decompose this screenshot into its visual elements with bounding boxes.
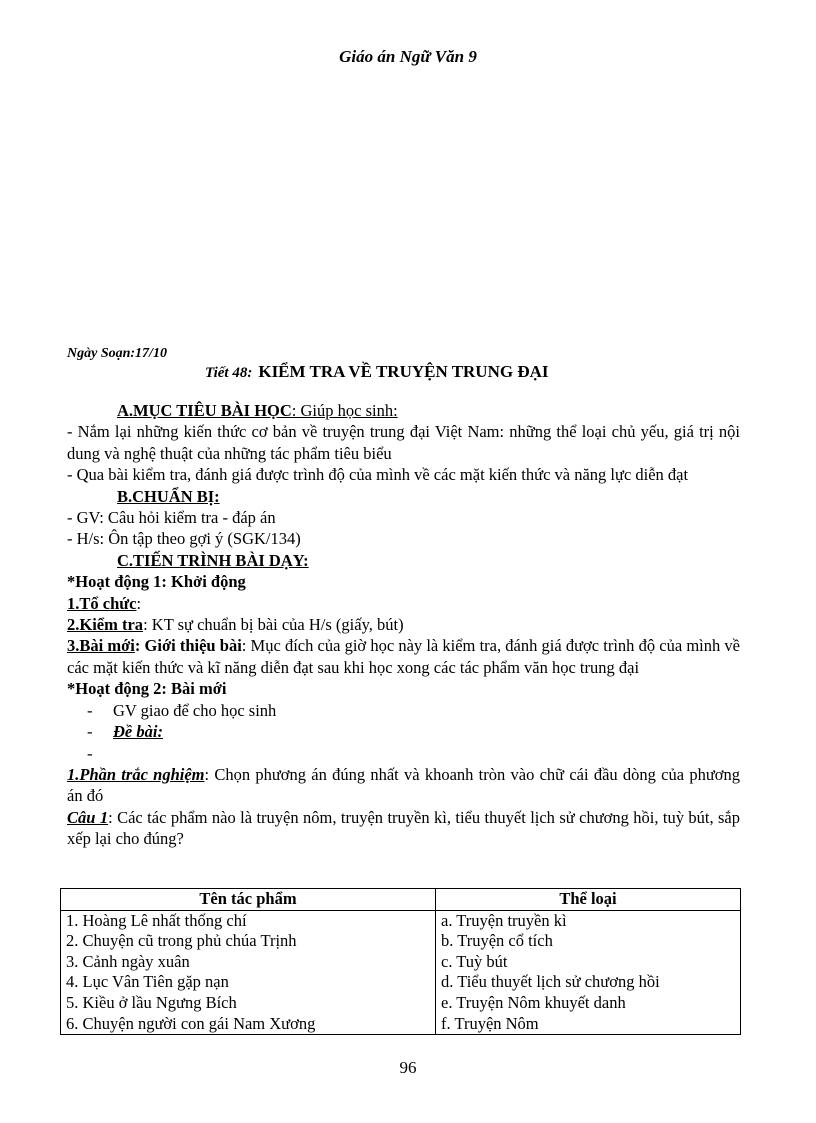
section-a-intro: : Giúp học sinh: xyxy=(291,401,398,420)
genre-cell: b. Truyện cổ tích xyxy=(436,931,741,952)
step-3-text: : Mục đích của giờ học này là kiểm tra, đánh giá được trình độ của mình về các mặt kiến thức và kĩ năng diễn đạt sau khi học xong các tác phẩm văn học trung đại xyxy=(67,636,740,677)
section-a-item: - Nắm lại những kiến thức cơ bản về truyện trung đại Việt Nam: những thể loại chủ yếu, giá trị nội dung và nghệ thuật của những tác phẩm tiêu biểu xyxy=(67,422,740,463)
section-a-item: - Qua bài kiểm tra, đánh giá được trình độ của mình về các mặt kiến thức và năng lực diễn đạt xyxy=(67,465,689,485)
activity-1-step-2 xyxy=(67,614,740,635)
page-header-title: Giáo án Ngữ Văn 9 xyxy=(339,47,477,66)
question-1-label: Câu 1 xyxy=(67,807,109,827)
table-row xyxy=(61,993,741,1014)
section-c-heading: C.TIẾN TRÌNH BÀI DẠY: xyxy=(117,550,309,570)
step-1-tail: : xyxy=(136,593,142,613)
section-b-item: - H/s: Ôn tập theo gợi ý (SGK/134) xyxy=(67,529,301,549)
page-number: 96 xyxy=(399,1058,417,1077)
table-row xyxy=(61,910,741,931)
step-3-label: 3.Bài mới xyxy=(67,636,135,656)
lesson-number: Tiết 48: xyxy=(205,365,253,381)
column-header-work: Tên tác phẩm xyxy=(61,889,436,911)
lesson-title: KIỂM TRA VỀ TRUYỆN TRUNG ĐẠI xyxy=(258,362,549,381)
work-cell: 2. Chuyện cũ trong phủ chúa Trịnh xyxy=(61,931,436,952)
genre-cell: f. Truyện Nôm xyxy=(436,1014,741,1035)
genre-cell: d. Tiểu thuyết lịch sử chương hồi xyxy=(436,972,741,993)
lesson-content xyxy=(67,400,740,850)
list-item: - xyxy=(87,743,93,763)
section-a-heading: A.MỤC TIÊU BÀI HỌC xyxy=(117,401,292,420)
list-item: - GV giao để cho học sinh xyxy=(87,700,277,720)
part-1-instruction xyxy=(67,764,740,807)
work-cell: 4. Lục Vân Tiên gặp nạn xyxy=(61,972,436,993)
activity-2-title: *Hoạt động 2: Bài mới xyxy=(67,679,227,699)
column-header-genre: Thể loại xyxy=(436,889,741,911)
work-cell: 3. Cảnh ngày xuân xyxy=(61,952,436,973)
section-a-heading-line xyxy=(67,400,740,421)
work-cell: 5. Kiều ở lầu Ngưng Bích xyxy=(61,993,436,1014)
lesson-title-line xyxy=(205,362,549,382)
lesson-date: Ngày Soạn:17/10 xyxy=(67,346,167,361)
table-row xyxy=(61,1014,741,1035)
step-2-text: : KT sự chuẩn bị bài của H/s (giấy, bút) xyxy=(143,615,404,635)
work-cell: 6. Chuyện người con gái Nam Xương xyxy=(61,1014,436,1035)
genre-cell: c. Tuỳ bút xyxy=(436,952,741,973)
activity-1-title: *Hoạt động 1: Khởi động xyxy=(67,572,246,592)
table-row xyxy=(61,931,741,952)
step-2-label: 2.Kiểm tra xyxy=(67,615,144,635)
step-3-bold: Giới thiệu bài xyxy=(144,636,242,656)
genre-cell: a. Truyện truyền kì xyxy=(436,910,741,931)
list-item-text: Đề bài: xyxy=(113,722,163,742)
section-b-item: - GV: Câu hỏi kiểm tra - đáp án xyxy=(67,508,276,528)
section-b-heading: B.CHUẨN BỊ: xyxy=(117,486,220,506)
table-header-row xyxy=(61,889,741,911)
activity-1-step-1 xyxy=(67,593,740,614)
works-table xyxy=(60,888,741,1035)
question-1-text: : Các tác phẩm nào là truyện nôm, truyện truyền kì, tiểu thuyết lịch sử chương hồi, tuỳ bút, sắp xếp lại cho đúng? xyxy=(67,807,741,849)
step-1-label: 1.Tổ chức xyxy=(67,593,137,613)
table-row xyxy=(61,972,741,993)
table-row xyxy=(61,952,741,973)
list-item-text: GV giao để cho học sinh xyxy=(113,700,277,720)
list-item: - Đề bài: xyxy=(87,722,163,742)
question-1 xyxy=(67,807,740,850)
activity-1-step-3 xyxy=(67,635,740,678)
part-1-text: : Chọn phương án đúng nhất và khoanh tròn vào chữ cái đầu dòng của phương án đó xyxy=(67,764,740,806)
part-1-label: 1.Phần trắc nghiệm xyxy=(67,764,205,784)
work-cell: 1. Hoàng Lê nhất thống chí xyxy=(61,910,436,931)
genre-cell: e. Truyện Nôm khuyết danh xyxy=(436,993,741,1014)
step-3-sep: : xyxy=(134,636,141,656)
